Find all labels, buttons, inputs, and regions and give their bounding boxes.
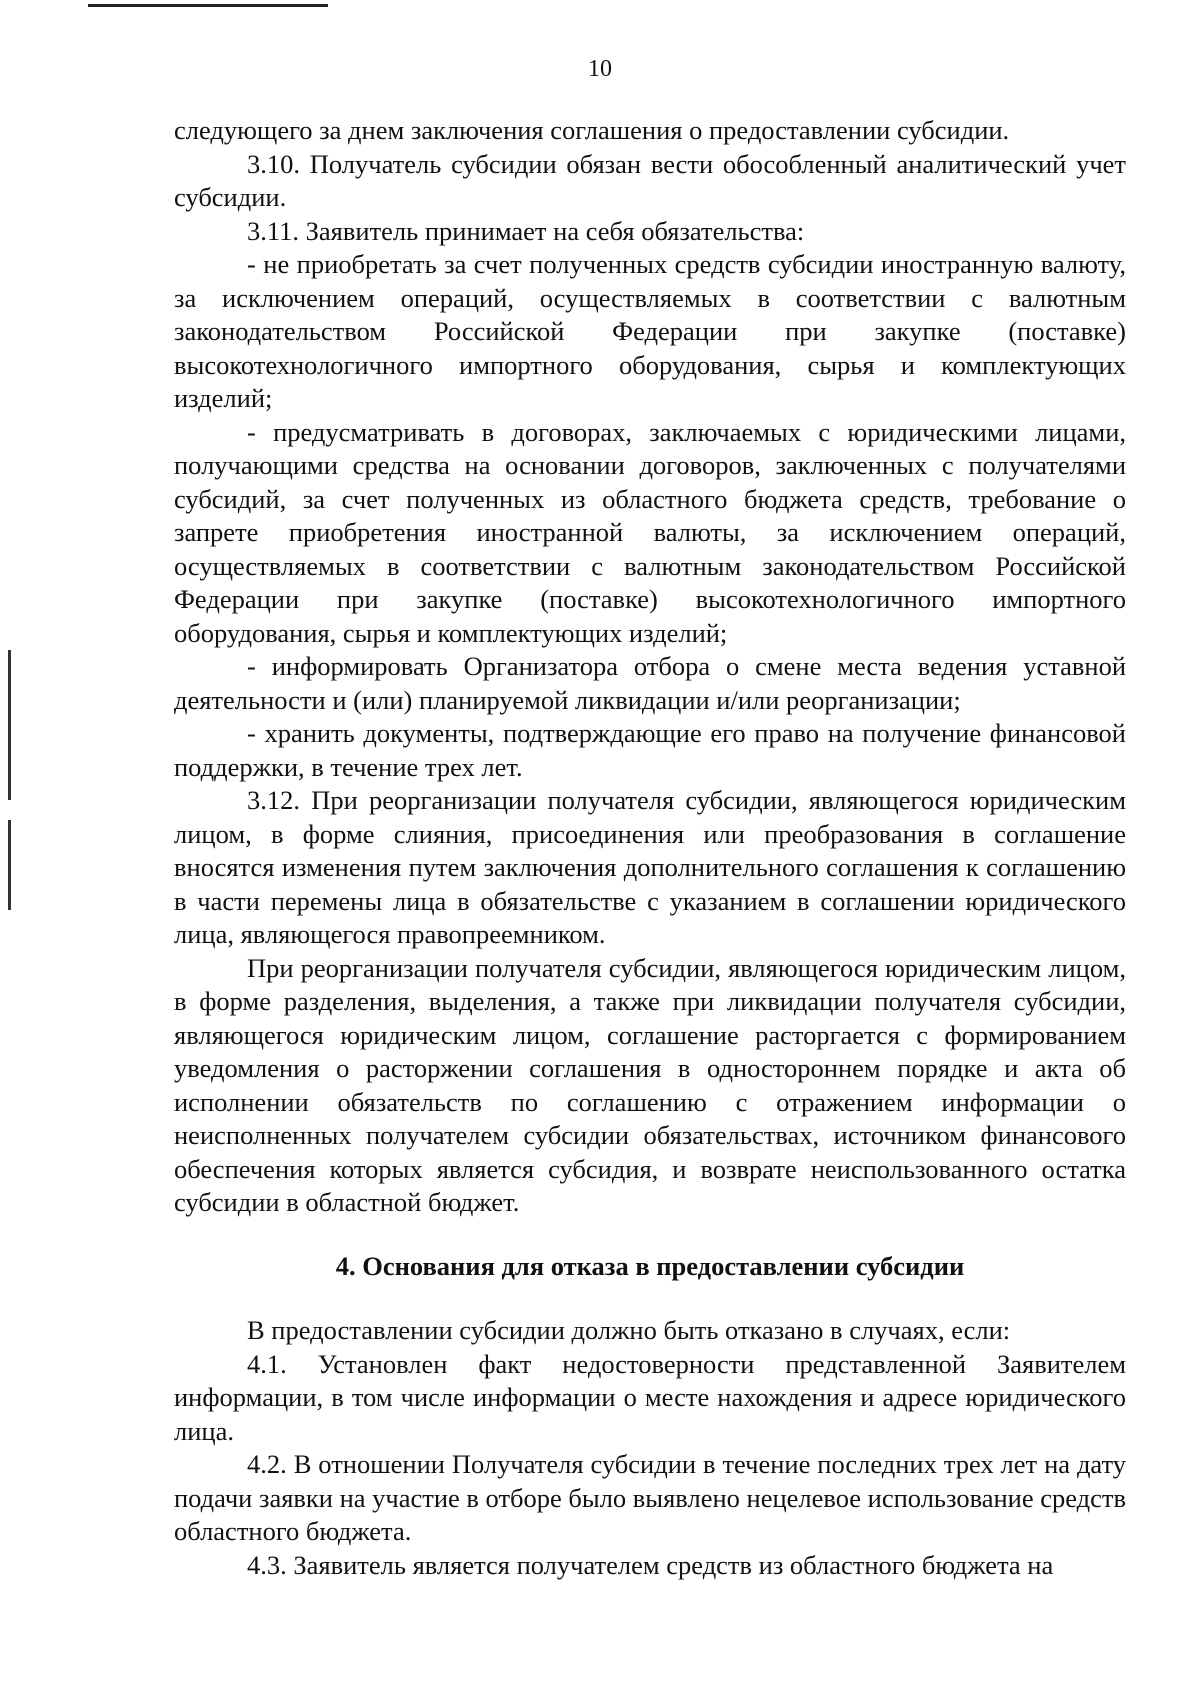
paragraph: 4.1. Установлен факт недостоверности представленной Заявителем информации, в том числе информации о месте нахождения и адресе юридического лица. — [174, 1348, 1126, 1446]
scan-artifact-mark — [8, 820, 11, 910]
paragraph: 3.10. Получатель субсидии обязан вести обособленный аналитический учет субсидии. — [174, 148, 1126, 212]
scan-artifact-mark — [8, 650, 11, 800]
paragraph: 3.11. Заявитель принимает на себя обязательства: — [247, 215, 805, 246]
paragraph: При реорганизации получателя субсидии, являющегося юридическим лицом, в форме разделения, выделения, а также при ликвидации получателя субсидии, являющегося юридическим лицом, соглашение расторгается с формированием уведомления о расторжении соглашения в одностороннем порядке и акта об исполнении обязательств по соглашению с отражением информации о неисполненных получателем субсидии обязательствах, источником финансового обеспечения которых является субсидия, и возврате неиспользованного остатка субсидии в областной бюджет. — [174, 952, 1126, 1217]
section-heading: 4. Основания для отказа в предоставлении субсидии — [335, 1250, 965, 1281]
list-item: - информировать Организатора отбора о смене места ведения уставной деятельности и (или) планируемой ликвидации и/или реорганизации; — [174, 651, 1126, 715]
scan-artifact-line — [88, 4, 328, 7]
document-body — [174, 114, 1126, 1582]
paragraph: В предоставлении субсидии должно быть отказано в случаях, если: — [247, 1315, 1011, 1345]
paragraph: 3.12. При реорганизации получателя субсидии, являющегося юридическим лицом, в форме слияния, присоединения или преобразования в соглашение вносятся изменения путем заключения дополнительного соглашения к соглашению в части перемены лица в обязательстве с указанием в соглашении юридического лица, являющегося правопреемником. — [174, 785, 1126, 949]
paragraph: следующего за днем заключения соглашения о предоставлении субсидии. — [174, 115, 1010, 145]
list-item: - не приобретать за счет полученных средств субсидии иностранную валюту, за исключением операций, осуществляемых в соответствии с валютным законодательством Российской Федерации при закупке (поставке) высокотехнологичного импортного оборудования, сырья и комплектующих изделий; — [174, 249, 1126, 413]
paragraph: 4.3. Заявитель является получателем средств из областного бюджета на — [247, 1549, 1054, 1580]
page-number: 10 — [588, 56, 612, 82]
list-item: - предусматривать в договорах, заключаемых с юридическими лицами, получающими средства на основании договоров, заключенных с получателями субсидий, за счет полученных из областного бюджета средств, требование о запрете приобретения иностранной валюты, за исключением операций, осуществляемых в соответствии с валютным законодательством Российской Федерации при закупке (поставке) высокотехнологичного импортного оборудования, сырья и комплектующих изделий; — [174, 416, 1126, 648]
paragraph: 4.2. В отношении Получателя субсидии в течение последних трех лет на дату подачи заявки на участие в отборе было выявлено нецелевое использование средств областного бюджета. — [174, 1449, 1127, 1546]
list-item: - хранить документы, подтверждающие его право на получение финансовой поддержки, в течение трех лет. — [174, 718, 1126, 782]
